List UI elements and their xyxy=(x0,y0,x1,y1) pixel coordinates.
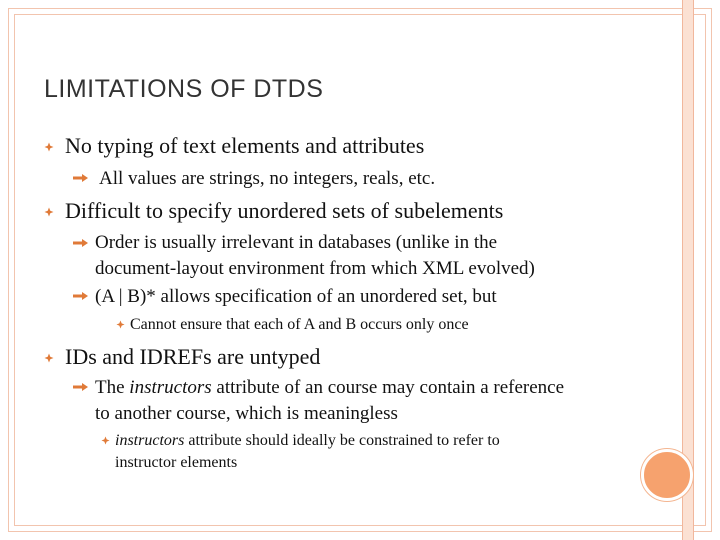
bullet-order-line1: Order is usually irrelevant in databases (unlike in the xyxy=(95,232,498,253)
bullet-instructors-attribute xyxy=(95,375,564,427)
bullet-icon xyxy=(101,436,110,445)
bullet-constrained xyxy=(115,430,500,474)
bullet-constrained-line2: instructor elements xyxy=(115,454,238,471)
bullet-arrow-icon xyxy=(73,239,88,247)
bullet-icon xyxy=(116,320,125,329)
slide-title: LIMITATIONS OF DTDS xyxy=(44,75,324,103)
bullet-arrow-icon xyxy=(73,383,88,391)
bullet-constrained-line1 xyxy=(115,430,500,452)
bullet-instructors-line1 xyxy=(95,375,564,401)
bullet-arrow-icon xyxy=(73,292,88,300)
italic-term: instructors xyxy=(115,432,185,449)
bullet-icon xyxy=(44,207,54,217)
bullet-cannot-ensure: Cannot ensure that each of A and B occurs only once xyxy=(130,316,469,333)
bullet-ids-untyped: IDs and IDREFs are untyped xyxy=(65,344,321,369)
text-run: The xyxy=(95,377,130,398)
bullet-all-values-strings: All values are strings, no integers, reals, etc. xyxy=(99,168,436,189)
bullet-order-line2: document-layout environment from which XML evolved) xyxy=(95,258,535,279)
bullet-no-typing: No typing of text elements and attributes xyxy=(65,133,425,158)
bullet-arrow-icon xyxy=(73,174,88,182)
decorative-circle xyxy=(641,449,693,501)
text-run: attribute of an course may contain a reference xyxy=(211,377,565,398)
bullet-icon xyxy=(44,142,54,152)
bullet-a-or-b-star: (A | B)* allows specification of an unordered set, but xyxy=(95,286,497,307)
bullet-instructors-line2: to another course, which is meaningless xyxy=(95,403,398,424)
bullet-icon xyxy=(44,353,54,363)
italic-term: instructors xyxy=(129,377,212,398)
text-run: attribute should ideally be constrained to refer to xyxy=(184,432,500,449)
bullet-unordered-sets: Difficult to specify unordered sets of subelements xyxy=(65,198,504,223)
bullet-order-irrelevant xyxy=(95,230,535,282)
